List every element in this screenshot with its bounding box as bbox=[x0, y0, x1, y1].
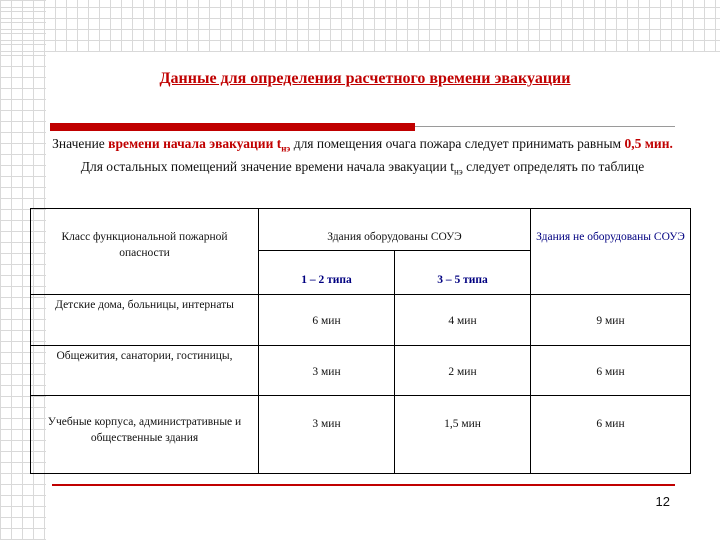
row-class-name: Учебные корпуса, административные и общественные здания bbox=[31, 395, 259, 473]
intro-text: Для остальных помещений значение времени начала эвакуации t bbox=[80, 158, 455, 174]
title-divider-line bbox=[415, 126, 675, 127]
row-class-name: Детские дома, больницы, интернаты bbox=[31, 295, 259, 345]
table-row bbox=[31, 395, 691, 473]
intro-text: для помещения очага пожара следует принимать равным bbox=[290, 136, 625, 151]
cell-no-soue: 6 мин bbox=[531, 345, 691, 395]
intro-highlight-text: времени начала эвакуации t bbox=[108, 136, 282, 151]
evacuation-time-table bbox=[30, 208, 691, 474]
footer-divider bbox=[52, 484, 675, 486]
row-class-name: Общежития, санатории, гостиницы, bbox=[31, 345, 259, 395]
intro-text: Значение bbox=[52, 136, 109, 151]
table-row bbox=[31, 295, 691, 345]
cell-type-3-5: 4 мин bbox=[395, 295, 531, 345]
header-class: Класс функциональной пожарной опасности bbox=[31, 209, 259, 295]
decorative-grid-top bbox=[0, 0, 720, 52]
intro-text: следует определять по таблице bbox=[462, 158, 645, 174]
cell-type-1-2: 3 мин bbox=[259, 345, 395, 395]
title-divider-red bbox=[50, 123, 415, 131]
page-number: 12 bbox=[655, 494, 670, 509]
cell-no-soue: 9 мин bbox=[531, 295, 691, 345]
cell-type-1-2: 3 мин bbox=[259, 395, 395, 473]
intro-subscript: нэ bbox=[454, 166, 463, 177]
header-type-1-2: 1 – 2 типа bbox=[259, 251, 395, 295]
intro-highlight-time bbox=[108, 136, 291, 154]
cell-type-1-2: 6 мин bbox=[259, 295, 395, 345]
header-type-3-5: 3 – 5 типа bbox=[395, 251, 531, 295]
cell-no-soue: 6 мин bbox=[531, 395, 691, 473]
slide-title: Данные для определения расчетного времени эвакуации bbox=[159, 70, 571, 87]
header-soue: Здания оборудованы СОУЭ bbox=[259, 209, 531, 251]
intro-paragraph bbox=[40, 135, 685, 180]
cell-type-3-5: 1,5 мин bbox=[395, 395, 531, 473]
cell-type-3-5: 2 мин bbox=[395, 345, 531, 395]
table-row bbox=[31, 345, 691, 395]
header-no-soue: Здания не оборудованы СОУЭ bbox=[531, 209, 691, 295]
intro-subscript: нэ bbox=[281, 143, 291, 154]
intro-highlight-value: 0,5 мин. bbox=[624, 136, 673, 151]
